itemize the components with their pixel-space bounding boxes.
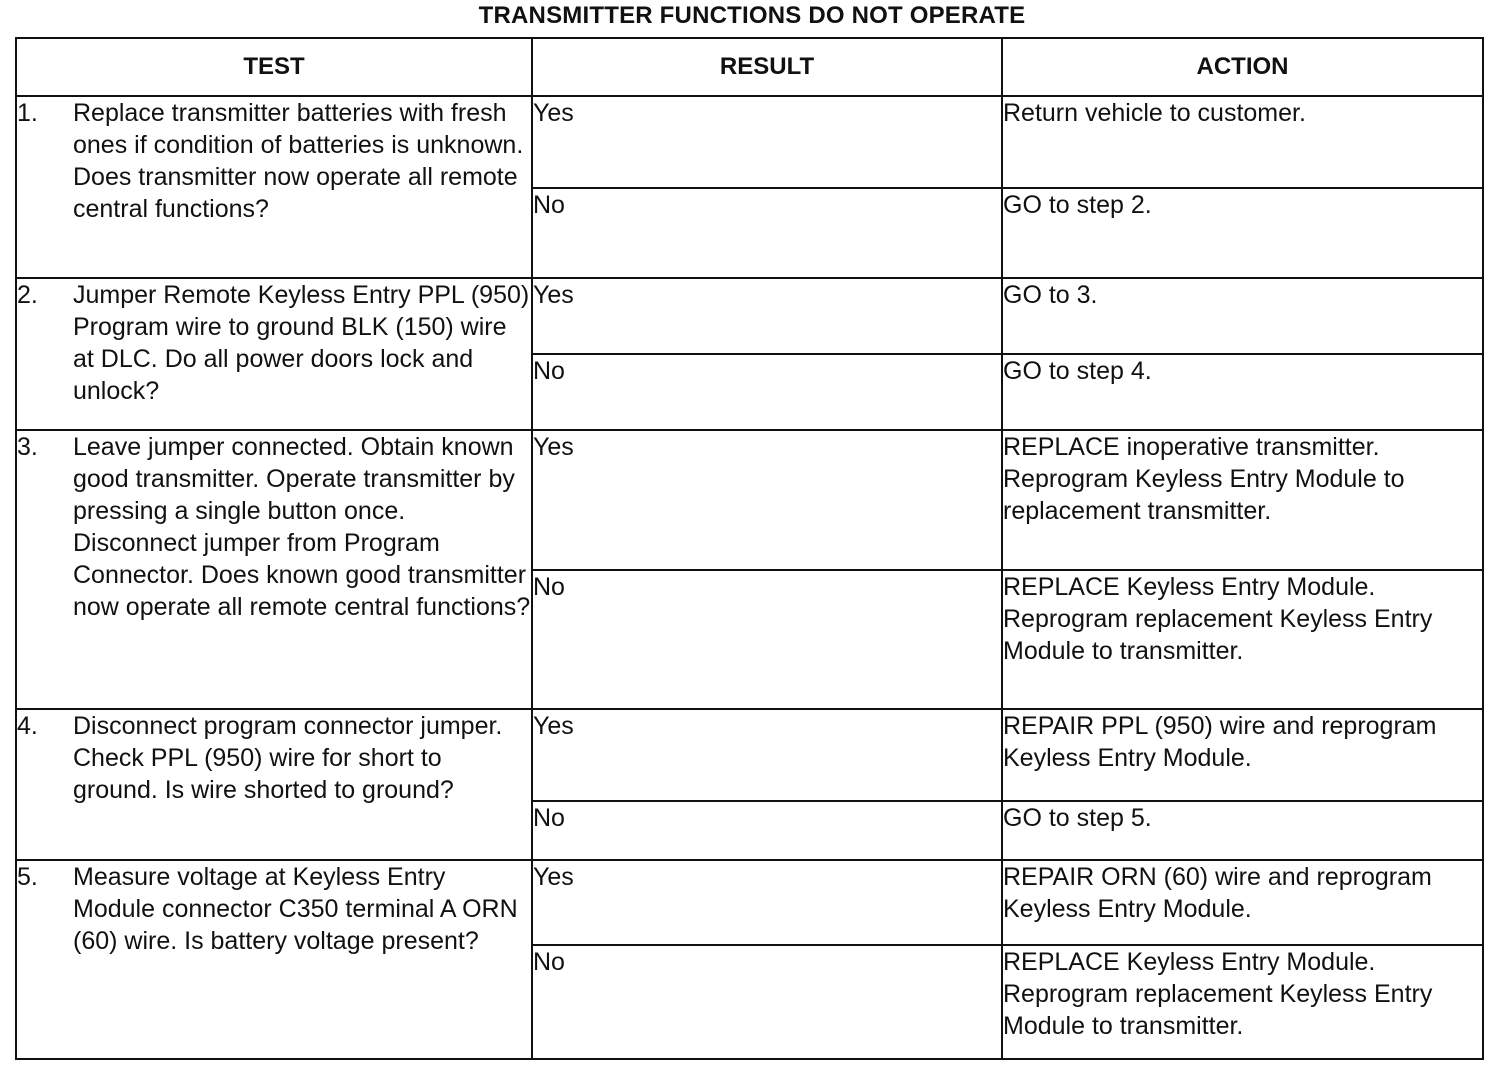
action-cell: GO to step 2. bbox=[1002, 188, 1483, 278]
result-cell: Yes bbox=[532, 96, 1002, 188]
test-cell bbox=[16, 96, 532, 278]
action-cell: REPLACE Keyless Entry Module. Reprogram replacement Keyless Entry Module to transmitter. bbox=[1002, 570, 1483, 709]
action-cell: GO to step 5. bbox=[1002, 801, 1483, 860]
step-test-text: Disconnect program connector jumper. Check PPL (950) wire for short to ground. Is wire shorted to ground? bbox=[73, 712, 503, 804]
result-cell: No bbox=[532, 354, 1002, 430]
step-number: 1. bbox=[17, 99, 38, 127]
action-cell: GO to step 4. bbox=[1002, 354, 1483, 430]
step-test-text: Jumper Remote Keyless Entry PPL (950) Program wire to ground BLK (150) wire at DLC. Do all power doors lock and unlock? bbox=[73, 281, 530, 405]
test-column-header: TEST bbox=[16, 38, 532, 96]
step-test-text: Replace transmitter batteries with fresh ones if condition of batteries is unknown. Does transmitter now operate all remote central functions? bbox=[73, 99, 524, 223]
step-number: 5. bbox=[17, 863, 38, 891]
test-cell bbox=[16, 278, 532, 430]
action-column-header: ACTION bbox=[1002, 38, 1483, 96]
table-row bbox=[16, 430, 1483, 570]
action-cell: REPLACE inoperative transmitter. Reprogram Keyless Entry Module to replacement transmitter. bbox=[1002, 430, 1483, 570]
step-test-text: Measure voltage at Keyless Entry Module connector C350 terminal A ORN (60) wire. Is battery voltage present? bbox=[73, 863, 518, 955]
step-test-text: Leave jumper connected. Obtain known good transmitter. Operate transmitter by pressing a single button once. Disconnect jumper from Program Connector. Does known good transmitter now operate all remote central functions? bbox=[73, 433, 531, 621]
test-cell bbox=[16, 430, 532, 709]
result-cell: Yes bbox=[532, 278, 1002, 354]
result-column-header: RESULT bbox=[532, 38, 1002, 96]
header-row bbox=[16, 38, 1483, 96]
result-cell: No bbox=[532, 945, 1002, 1059]
test-cell bbox=[16, 709, 532, 860]
step-number: 3. bbox=[17, 433, 38, 461]
action-cell: REPLACE Keyless Entry Module. Reprogram replacement Keyless Entry Module to transmitter. bbox=[1002, 945, 1483, 1059]
result-cell: No bbox=[532, 801, 1002, 860]
table-row bbox=[16, 278, 1483, 354]
step-number: 2. bbox=[17, 281, 38, 309]
table-row bbox=[16, 709, 1483, 801]
test-cell bbox=[16, 860, 532, 1059]
action-cell: REPAIR PPL (950) wire and reprogram Keyless Entry Module. bbox=[1002, 709, 1483, 801]
result-cell: No bbox=[532, 188, 1002, 278]
result-cell: Yes bbox=[532, 860, 1002, 945]
action-cell: REPAIR ORN (60) wire and reprogram Keyless Entry Module. bbox=[1002, 860, 1483, 945]
result-cell: Yes bbox=[532, 709, 1002, 801]
action-cell: GO to 3. bbox=[1002, 278, 1483, 354]
step-number: 4. bbox=[17, 712, 38, 740]
table-row bbox=[16, 860, 1483, 945]
page-title: TRANSMITTER FUNCTIONS DO NOT OPERATE bbox=[478, 2, 1026, 29]
table-row bbox=[16, 96, 1483, 188]
diagnostic-table bbox=[15, 37, 1484, 1060]
result-cell: No bbox=[532, 570, 1002, 709]
result-cell: Yes bbox=[532, 430, 1002, 570]
action-cell: Return vehicle to customer. bbox=[1002, 96, 1483, 188]
